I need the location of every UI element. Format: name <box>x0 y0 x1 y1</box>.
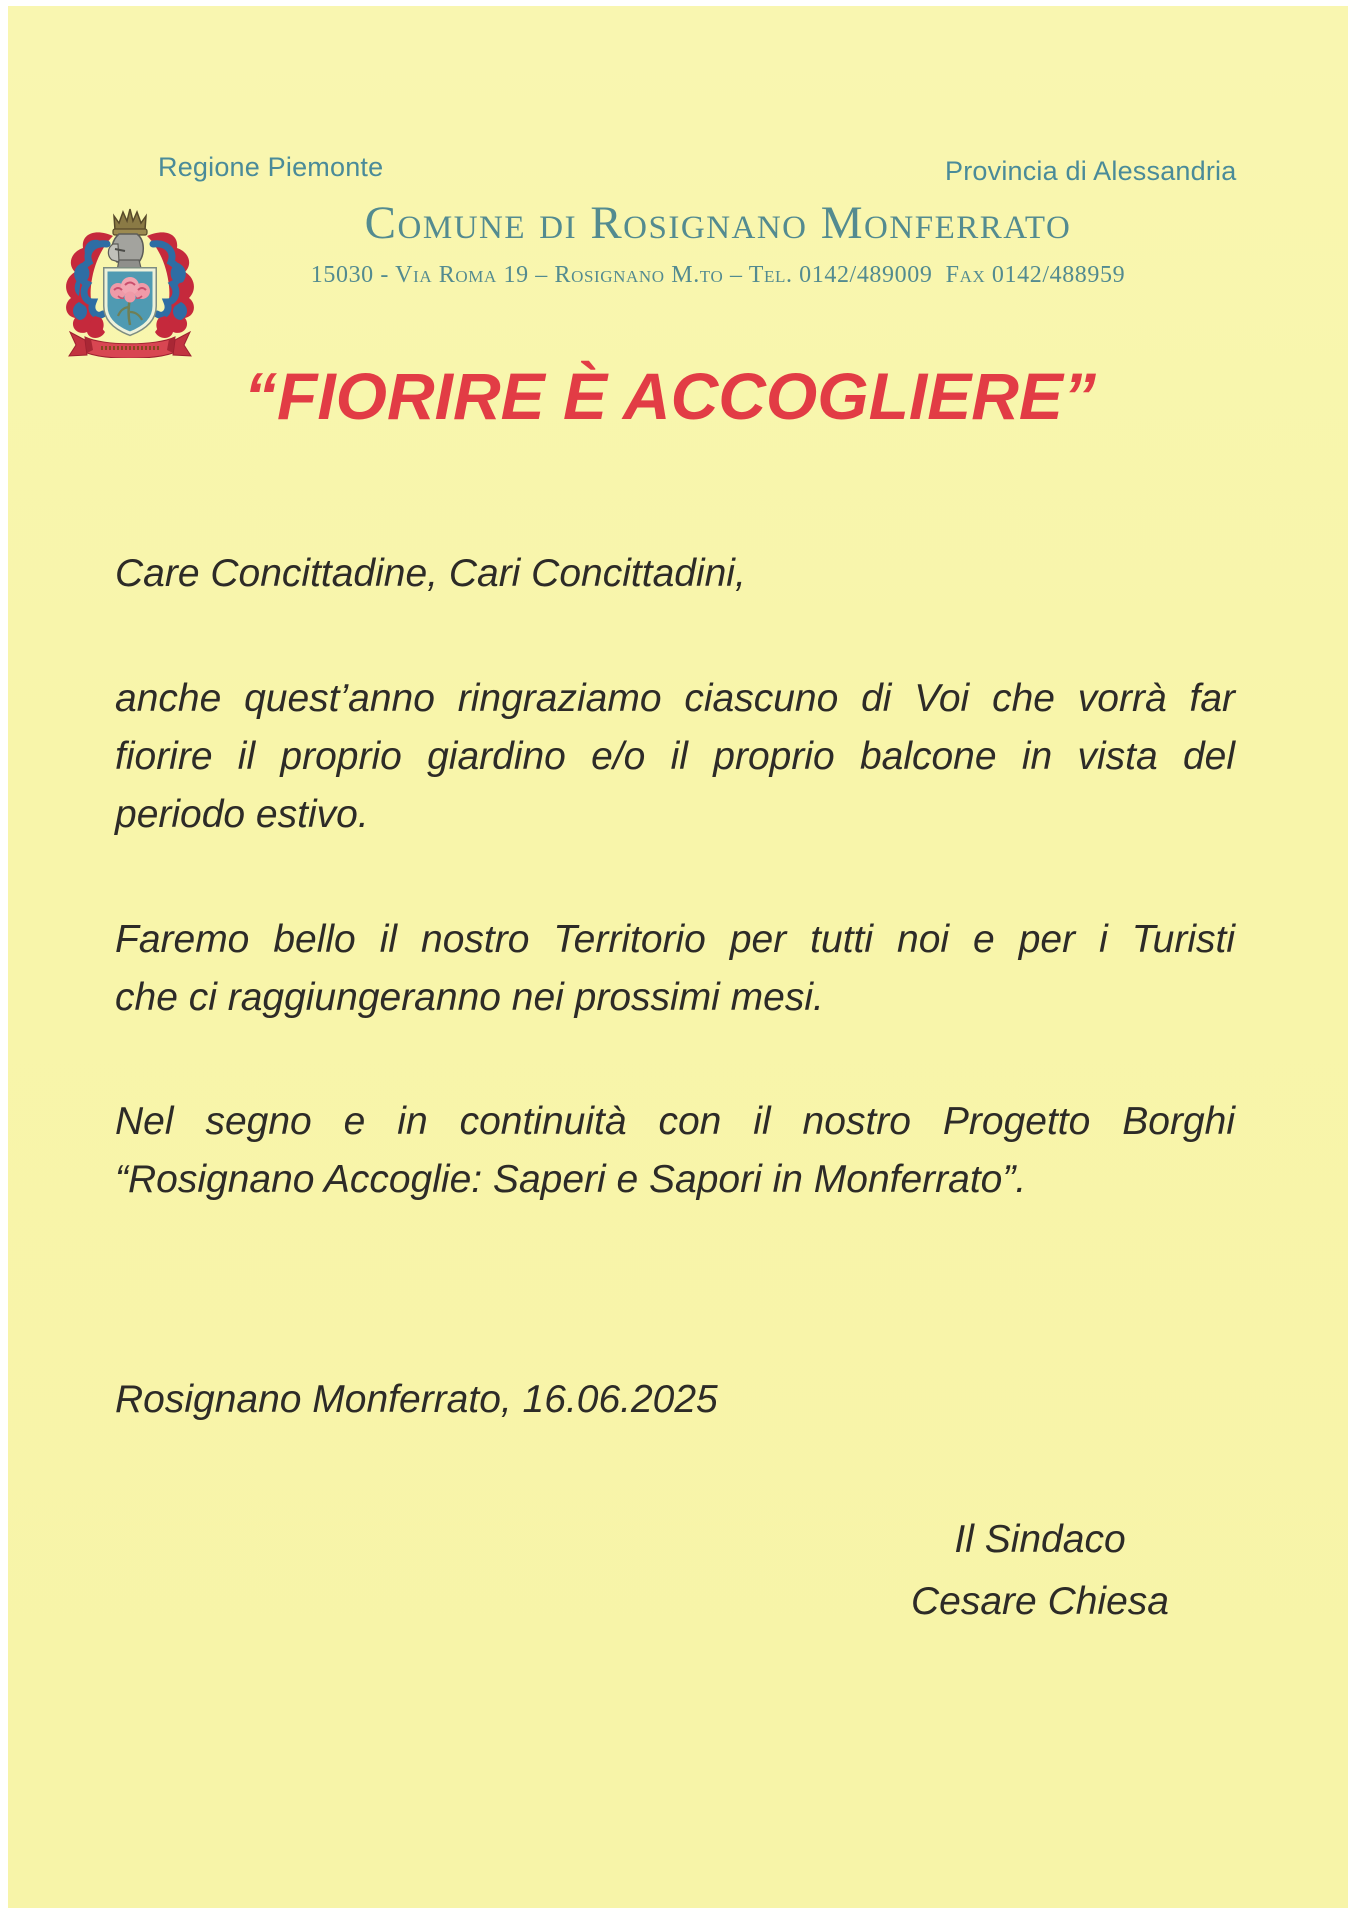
paragraph-1-line-1: anche quest’anno ringraziamo ciascuno di Voi che vorrà far <box>115 677 1235 720</box>
paragraph-2-line-1: Faremo bello il nostro Territorio per tutti noi e per i Turisti <box>115 918 1235 961</box>
signature-role: Il Sindaco <box>954 1518 1126 1561</box>
signature-name: Cesare Chiesa <box>911 1580 1169 1623</box>
address-line: 15030 - Via Roma 19 – Rosignano M.to – Tel. 0142/489009 Fax 0142/488959 <box>310 262 1126 288</box>
page-title: “FIORIRE È ACCOGLIERE” <box>244 359 1096 433</box>
province-label: Provincia di Alessandria <box>945 156 1237 186</box>
paragraph-2-line-2: che ci raggiungeranno nei prossimi mesi. <box>115 976 824 1019</box>
region-label: Regione Piemonte <box>158 152 384 182</box>
paragraph-3-line-1: Nel segno e in continuità con il nostro Progetto Borghi <box>115 1100 1235 1143</box>
paragraph-1-line-3: periodo estivo. <box>115 793 369 836</box>
paragraph-2 <box>115 911 1235 1027</box>
paragraph-3 <box>115 1093 1235 1209</box>
municipality-name: Comune di Rosignano Monferrato <box>364 197 1072 249</box>
paragraph-3-line-2: “Rosignano Accoglie: Saperi e Sapori in Monferrato”. <box>115 1158 1027 1201</box>
signature-block <box>860 1509 1220 1633</box>
paragraph-1-line-2: fiorire il proprio giardino e/o il proprio balcone in vista del <box>115 735 1235 778</box>
municipal-coat-of-arms-icon <box>55 206 205 358</box>
paragraph-1 <box>115 670 1235 844</box>
shield-icon <box>106 270 154 333</box>
yellow-paper-sheet <box>8 6 1348 1908</box>
salutation-line: Care Concittadine, Cari Concittadini, <box>115 552 746 595</box>
crown-icon <box>113 209 147 235</box>
date-line: Rosignano Monferrato, 16.06.2025 <box>115 1378 718 1421</box>
